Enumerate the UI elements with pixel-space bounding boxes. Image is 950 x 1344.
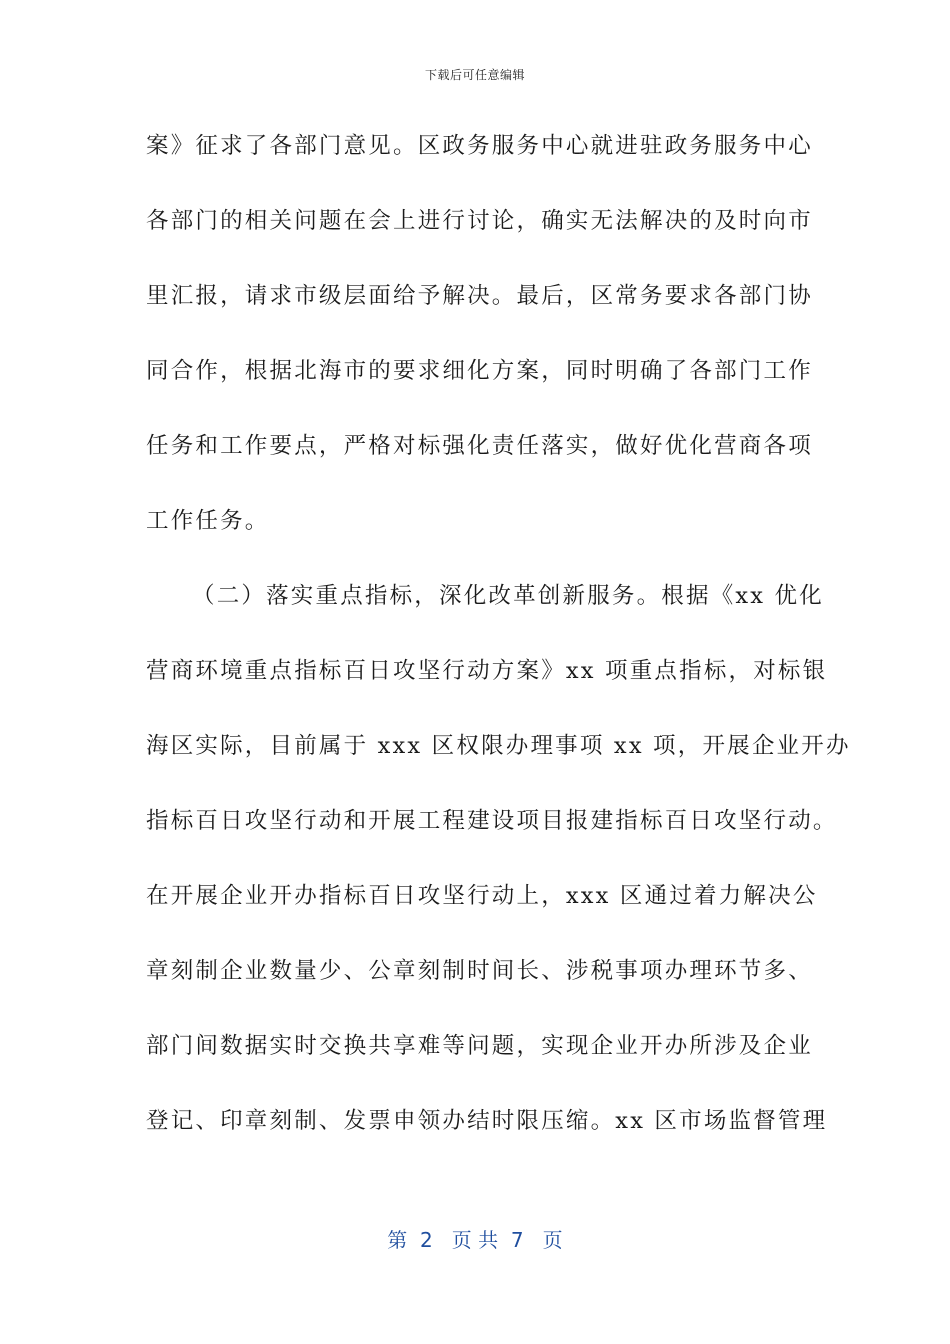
section-heading-line: （二）落实重点指标，深化改革创新服务。根据《xx 优化 xyxy=(192,583,824,609)
body-line: 章刻制企业数量少、公章刻制时间长、涉税事项办理环节多、 xyxy=(146,958,813,984)
body-line: 部门间数据实时交换共享难等问题，实现企业开办所涉及企业 xyxy=(146,1033,813,1059)
page-number: 第 2 页 共 7 页 xyxy=(387,1228,563,1252)
body-line: 指标百日攻坚行动和开展工程建设项目报建指标百日攻坚行动。 xyxy=(146,808,838,834)
body-line: 营商环境重点指标百日攻坚行动方案》xx 项重点指标，对标银 xyxy=(146,658,828,684)
body-line: 同合作，根据北海市的要求细化方案，同时明确了各部门工作 xyxy=(146,358,813,384)
header-note: 下载后可任意编辑 xyxy=(424,68,525,82)
body-line: 里汇报，请求市级层面给予解决。最后，区常务要求各部门协 xyxy=(146,283,813,309)
document-body xyxy=(146,128,851,1178)
body-line: 任务和工作要点，严格对标强化责任落实，做好优化营商各项 xyxy=(146,433,813,459)
body-line: 工作任务。 xyxy=(146,508,270,534)
body-line: 案》征求了各部门意见。区政务服务中心就进驻政务服务中心 xyxy=(146,133,813,159)
body-line: 海区实际，目前属于 xxx 区权限办理事项 xx 项，开展企业开办 xyxy=(146,733,851,759)
body-line: 各部门的相关问题在会上进行讨论，确实无法解决的及时向市 xyxy=(146,208,813,234)
body-line: 登记、印章刻制、发票申领办结时限压缩。xx 区市场监督管理 xyxy=(146,1108,828,1134)
body-line: 在开展企业开办指标百日攻坚行动上，xxx 区通过着力解决公 xyxy=(146,883,818,909)
